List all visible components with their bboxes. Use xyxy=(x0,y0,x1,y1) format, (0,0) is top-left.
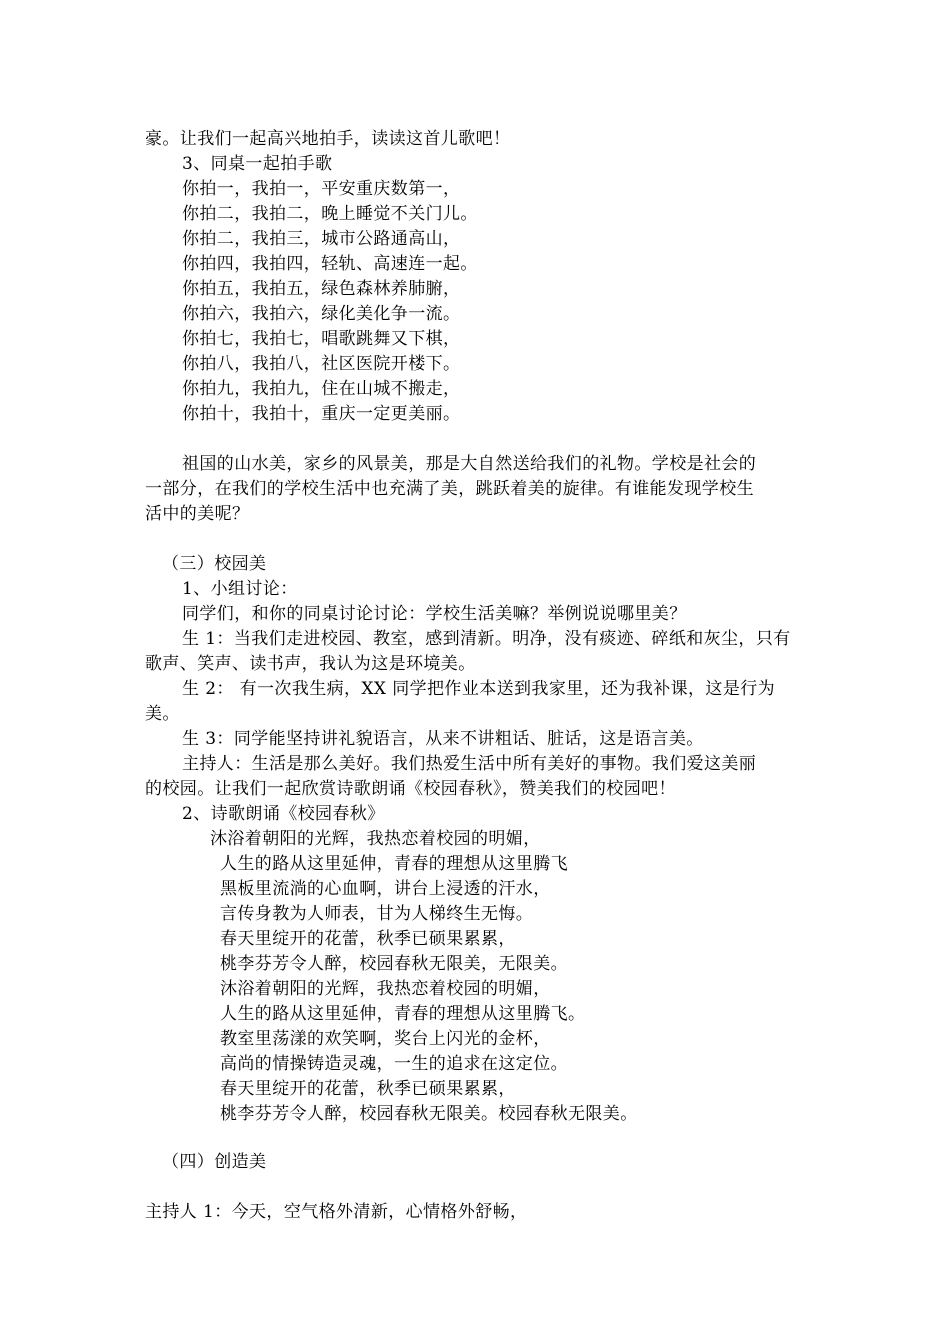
paragraph-line: 的校园。让我们一起欣赏诗歌朗诵《校园春秋》，赞美我们的校园吧！ xyxy=(145,779,676,799)
poem-line: 沐浴着朝阳的光辉，我热恋着校园的明媚， xyxy=(210,829,541,849)
paragraph-line: 一部分，在我们的学校生活中也充满了美，跳跃着美的旋律。有谁能发现学校生 xyxy=(145,479,754,499)
paragraph-line: 生 1：当我们走进校园、教室，感到清新。明净，没有痰迹、碎纸和灰尘，只有 xyxy=(182,629,791,649)
poem-line: 黑板里流淌的心血啊，讲台上浸透的汗水， xyxy=(220,879,551,899)
paragraph-line: 同学们，和你的同桌讨论讨论：学校生活美嘛？举例说说哪里美？ xyxy=(182,604,687,624)
poem-line: 你拍七，我拍七，唱歌跳舞又下棋， xyxy=(182,329,461,349)
poem-line: 你拍六，我拍六，绿化美化争一流。 xyxy=(182,304,461,324)
poem-line: 你拍八，我拍八，社区医院开楼下。 xyxy=(182,354,461,374)
paragraph-line: 主持人：生活是那么美好。我们热爱生活中所有美好的事物。我们爱这美丽 xyxy=(182,754,757,774)
poem-line: 你拍十，我拍十，重庆一定更美丽。 xyxy=(182,404,461,424)
poem-line: 你拍五，我拍五，绿色森林养肺腑， xyxy=(182,279,461,299)
poem-line: 桃李芬芳令人醉，校园春秋无限美。校园春秋无限美。 xyxy=(220,1104,638,1124)
poem-line: 沐浴着朝阳的光辉，我热恋着校园的明媚， xyxy=(220,979,551,999)
poem-line: 你拍一，我拍一，平安重庆数第一， xyxy=(182,179,461,199)
paragraph-line: 美。 xyxy=(145,704,180,724)
poem-line: 春天里绽开的花蕾，秋季已硕果累累， xyxy=(220,1079,516,1099)
section-heading: （三）校园美 xyxy=(162,554,267,574)
paragraph-line: 生 3：同学能坚持讲礼貌语言，从来不讲粗话、脏话，这是语言美。 xyxy=(182,729,704,749)
subsection-heading: 2、诗歌朗诵《校园春秋》 xyxy=(182,804,385,824)
poem-line: 春天里绽开的花蕾，秋季已硕果累累， xyxy=(220,929,516,949)
poem-line: 教室里荡漾的欢笑啊，奖台上闪光的金杯， xyxy=(220,1029,551,1049)
paragraph-line: 歌声、笑声、读书声，我认为这是环境美。 xyxy=(145,654,476,674)
subsection-heading: 1、小组讨论： xyxy=(182,579,298,599)
poem-line: 人生的路从这里延伸，青春的理想从这里腾飞。 xyxy=(220,1004,586,1024)
paragraph-line: 祖国的山水美，家乡的风景美，那是大自然送给我们的礼物。学校是社会的 xyxy=(182,454,757,474)
paragraph-line: 活中的美呢？ xyxy=(145,504,250,524)
section-heading: 3、同桌一起拍手歌 xyxy=(182,154,333,174)
section-heading: （四）创造美 xyxy=(162,1152,267,1172)
poem-line: 言传身教为人师表，甘为人梯终生无悔。 xyxy=(220,904,534,924)
poem-line: 人生的路从这里延伸，青春的理想从这里腾飞 xyxy=(220,854,568,874)
paragraph-line: 生 2： 有一次我生病，XX 同学把作业本送到我家里，还为我补课，这是行为 xyxy=(182,679,776,699)
poem-line: 你拍二，我拍二，晚上睡觉不关门儿。 xyxy=(182,204,478,224)
text-line: 豪。让我们一起高兴地拍手，读读这首儿歌吧！ xyxy=(145,129,511,149)
poem-line: 你拍九，我拍九，住在山城不搬走， xyxy=(182,379,461,399)
paragraph-line: 主持人 1：今天，空气格外清新，心情格外舒畅， xyxy=(145,1202,528,1222)
poem-line: 高尚的情操铸造灵魂，一生的追求在这定位。 xyxy=(220,1054,568,1074)
poem-line: 你拍二，我拍三，城市公路通高山， xyxy=(182,229,461,249)
poem-line: 你拍四，我拍四，轻轨、高速连一起。 xyxy=(182,254,478,274)
poem-line: 桃李芬芳令人醉，校园春秋无限美，无限美。 xyxy=(220,954,568,974)
